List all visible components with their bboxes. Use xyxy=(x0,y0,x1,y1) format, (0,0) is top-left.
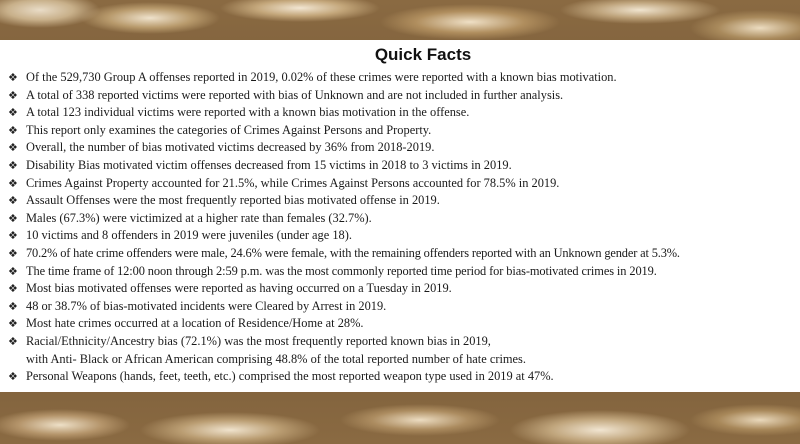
diamond-bullet-icon: ❖ xyxy=(8,370,18,384)
list-item: ❖ Disability Bias motivated victim offenses decreased from 15 victims in 2018 to 3 victims in 2019. xyxy=(6,157,790,175)
list-item-continuation: with Anti- Black or African American comprising 48.8% of the total reported number of hate crimes. xyxy=(26,351,526,366)
page-title: Quick Facts xyxy=(374,45,472,64)
diamond-bullet-icon: ❖ xyxy=(8,282,18,296)
diamond-bullet-icon: ❖ xyxy=(8,299,18,313)
diamond-bullet-icon: ❖ xyxy=(8,211,18,225)
diamond-bullet-icon: ❖ xyxy=(8,123,18,137)
list-item: ❖ 70.2% of hate crime offenders were male, 24.6% were female, with the remaining offenders reported with an Unknown gender at 5.3%. xyxy=(6,245,790,263)
list-item: ❖ This report only examines the categories of Crimes Against Persons and Property. xyxy=(6,122,790,140)
list-item: ❖ Overall, the number of bias motivated victims decreased by 36% from 2018-2019. xyxy=(6,139,790,157)
diamond-bullet-icon: ❖ xyxy=(8,194,18,208)
list-item: ❖ Most hate crimes occurred at a location of Residence/Home at 28%. xyxy=(6,315,790,333)
list-item: ❖ The time frame of 12:00 noon through 2:59 p.m. was the most commonly reported time period for bias-motivated crimes in 2019. xyxy=(6,263,790,281)
list-item: ❖ Most bias motivated offenses were reported as having occurred on a Tuesday in 2019. xyxy=(6,280,790,298)
diamond-bullet-icon: ❖ xyxy=(8,246,18,260)
diamond-bullet-icon: ❖ xyxy=(8,334,18,348)
diamond-bullet-icon: ❖ xyxy=(8,229,18,243)
list-item: ❖ A total 123 individual victims were reported with a known bias motivation in the offense. xyxy=(6,104,790,122)
diamond-bullet-icon: ❖ xyxy=(8,141,18,155)
diamond-bullet-icon: ❖ xyxy=(8,176,18,190)
list-item: ❖ Personal Weapons (hands, feet, teeth, etc.) comprised the most reported weapon type used in 2019 at 47%. xyxy=(6,368,790,386)
diamond-bullet-icon: ❖ xyxy=(8,264,18,278)
diamond-bullet-icon: ❖ xyxy=(8,88,18,102)
list-item: ❖ A total of 338 reported victims were reported with bias of Unknown and are not included in further analysis. xyxy=(6,87,790,105)
diamond-bullet-icon: ❖ xyxy=(8,106,18,120)
list-item: ❖ 48 or 38.7% of bias-motivated incidents were Cleared by Arrest in 2019. xyxy=(6,298,790,316)
facts-list xyxy=(6,69,790,386)
list-item: ❖ Males (67.3%) were victimized at a higher rate than females (32.7%). xyxy=(6,210,790,228)
diamond-bullet-icon: ❖ xyxy=(8,317,18,331)
list-item: ❖ Assault Offenses were the most frequently reported bias motivated offense in 2019. xyxy=(6,192,790,210)
quick-facts-panel xyxy=(0,40,800,392)
diamond-bullet-icon: ❖ xyxy=(8,71,18,84)
diamond-bullet-icon: ❖ xyxy=(8,158,18,172)
list-item: ❖ Of the 529,730 Group A offenses reported in 2019, 0.02% of these crimes were reported with a known bias motivation. xyxy=(6,69,790,87)
list-item: ❖ Crimes Against Property accounted for 21.5%, while Crimes Against Persons accounted for 78.5% in 2019. xyxy=(6,175,790,193)
list-item: ❖ Racial/Ethnicity/Ancestry bias (72.1%) was the most frequently reported known bias in 2019, with Anti- Black or African American comprising 48.8% of the total reported number of hate crimes. xyxy=(6,333,790,368)
list-item: ❖ 10 victims and 8 offenders in 2019 were juveniles (under age 18). xyxy=(6,227,790,245)
